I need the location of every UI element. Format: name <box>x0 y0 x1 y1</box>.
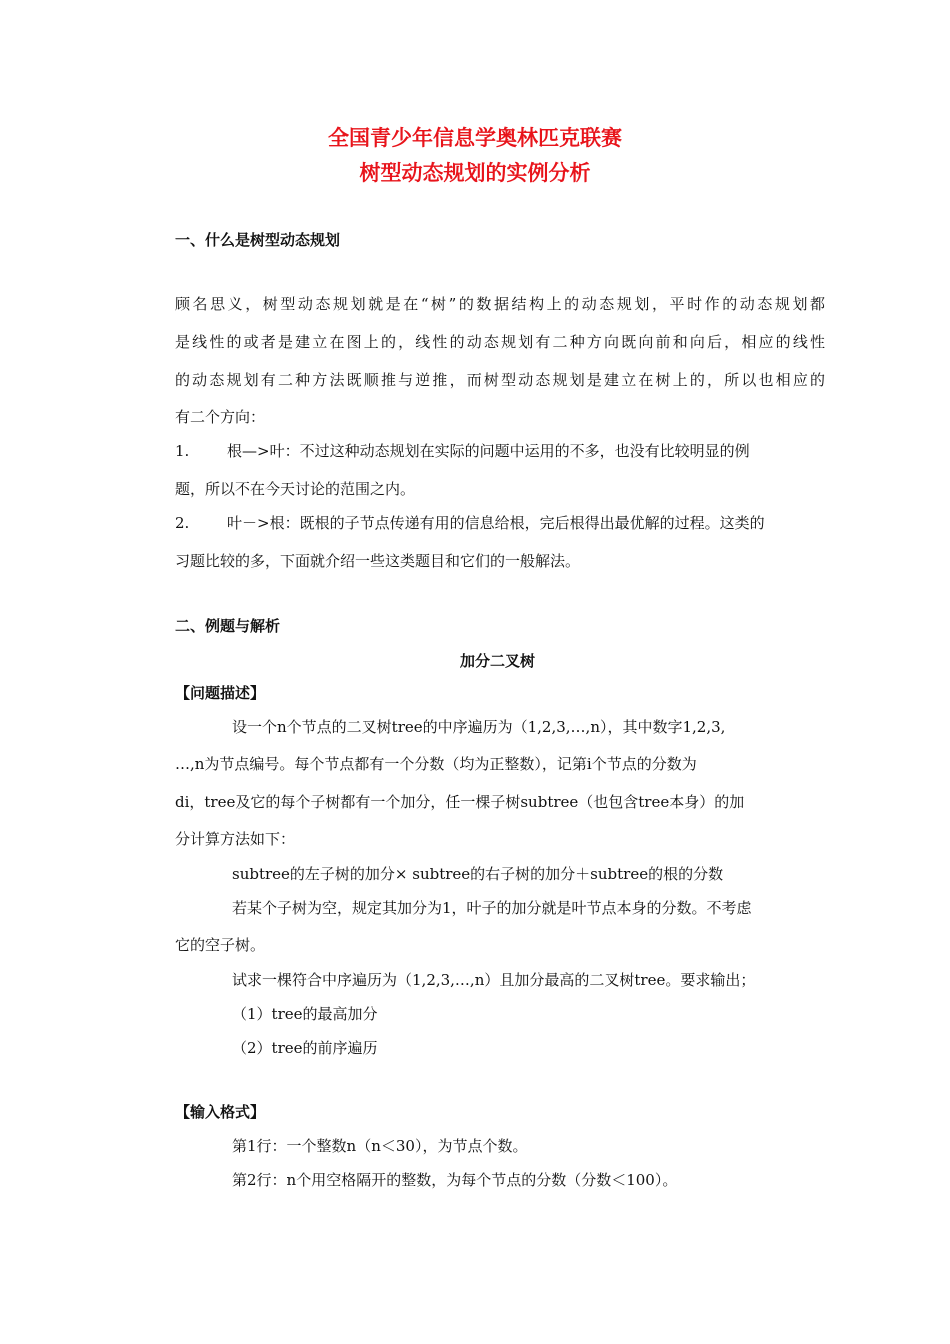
input-line2: 第2行：n个用空格隔开的整数，为每个节点的分数（分数＜100）。 <box>232 1171 678 1189</box>
item2-text: 叶－>根：既根的子节点传递有用的信息给根，完后根得出最优解的过程。这类的 <box>227 514 765 532</box>
empty-rule-line1: 若某个子树为空，规定其加分为1，叶子的加分就是叶节点本身的分数。不考虑 <box>232 899 752 917</box>
section1-item1 <box>175 441 825 461</box>
empty-rule-line2: 它的空子树。 <box>175 936 266 954</box>
task-text: 试求一棵符合中序遍历为（1,2,3,…,n）且加分最高的二叉树tree。要求输出； <box>232 971 756 989</box>
desc-line1: 设一个n个节点的二叉树tree的中序遍历为（1,2,3,…,n），其中数字1,2,3, <box>232 718 726 736</box>
section1-heading: 一、什么是树型动态规划 <box>175 231 341 249</box>
section1-item2 <box>175 513 825 533</box>
desc-line4: 分计算方法如下： <box>175 830 296 848</box>
input-line1: 第1行：一个整数n（n＜30），为节点个数。 <box>232 1137 528 1155</box>
problem-title: 加分二叉树 <box>459 652 535 670</box>
item1-text: 根—>叶：不过这种动态规划在实际的问题中运用的不多，也没有比较明显的例 <box>227 442 750 460</box>
section1-para-line2: 是线性的或者是建立在图上的，线性的动态规划有二种方向既向前和向后，相应的线性 <box>175 333 825 351</box>
input-label: 【输入格式】 <box>175 1103 266 1121</box>
doc-title-line2: 树型动态规划的实例分析 <box>359 161 591 185</box>
output-item2: （2）tree的前序遍历 <box>232 1039 378 1057</box>
section2-heading: 二、例题与解析 <box>175 617 281 635</box>
section1-para-line1: 顾名思义，树型动态规划就是在“树”的数据结构上的动态规划，平时作的动态规划都 <box>175 295 825 313</box>
section1-para-line3: 的动态规划有二种方法既顺推与逆推，而树型动态规划是建立在树上的，所以也相应的 <box>175 371 825 389</box>
desc-line2: …,n为节点编号。每个节点都有一个分数（均为正整数），记第i个节点的分数为 <box>175 755 697 773</box>
doc-title-line1: 全国青少年信息学奥林匹克联赛 <box>328 126 622 150</box>
section1-para-line4: 有二个方向： <box>175 408 266 426</box>
item1-number: 1. <box>175 442 190 460</box>
desc-label: 【问题描述】 <box>175 684 266 702</box>
section1-item2-cont: 习题比较的多，下面就介绍一些这类题目和它们的一般解法。 <box>175 552 581 570</box>
section1-item1-cont: 题，所以不在今天讨论的范围之内。 <box>175 480 416 498</box>
output-item1: （1）tree的最高加分 <box>232 1005 378 1023</box>
formula: subtree的左子树的加分× subtree的右子树的加分＋subtree的根的分数 <box>232 865 724 883</box>
item2-number: 2. <box>175 514 190 532</box>
desc-line3: di，tree及它的每个子树都有一个加分，任一棵子树subtree（也包含tree本身）的加 <box>175 793 745 811</box>
